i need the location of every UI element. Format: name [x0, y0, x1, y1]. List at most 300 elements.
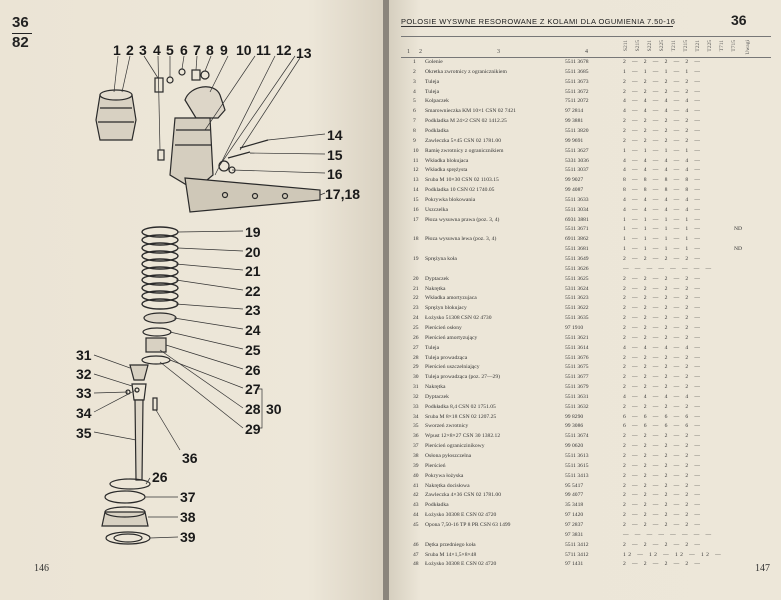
- part-name: Pokrywka blokowania: [425, 196, 476, 203]
- part-number: 27: [413, 344, 419, 351]
- part-1-sleeve: [96, 95, 136, 140]
- table-row: [389, 383, 781, 392]
- part-code: 99 4087: [565, 187, 584, 194]
- part-name: Sprężyn blokujacy: [425, 305, 467, 312]
- part-number: 7: [413, 118, 416, 125]
- callout-26: 26: [245, 362, 261, 378]
- callout-12: 12: [276, 42, 292, 58]
- callout-5: 5: [166, 42, 174, 58]
- part-quantities: 2 — 2 — 2 — 2 —: [623, 453, 703, 459]
- callout-37: 37: [180, 489, 196, 505]
- table-row: [389, 157, 781, 166]
- part-quantities: 2 — 2 — 2 — 2 —: [623, 137, 703, 144]
- part-code: 5511 3677: [565, 374, 589, 381]
- part-number: 11: [413, 157, 419, 164]
- part-quantities: — — — — — — — —: [623, 265, 714, 272]
- part-name: Kolpaczek: [425, 98, 449, 105]
- part-number: 35: [413, 423, 419, 430]
- part-name: Płoza wysuwna prawa (poz. 3, 4): [425, 216, 500, 223]
- part-quantities: 2 — 2 — 2 — 2 —: [623, 285, 703, 292]
- callout-25: 25: [245, 342, 261, 358]
- callout-21: 21: [245, 263, 261, 279]
- part-code: 5511 3675: [565, 364, 589, 371]
- part-code: 5711 3412: [565, 551, 589, 558]
- part-name: Ramię zwrotnicy z ogranicznikiem: [425, 147, 504, 154]
- part-number: 14: [413, 187, 419, 194]
- table-row: [389, 304, 781, 313]
- part-quantities: 2 — 2 — 2 — 2 —: [623, 561, 703, 568]
- table-row: [389, 452, 781, 461]
- table-row: [389, 393, 781, 402]
- part-code: 35 3418: [565, 502, 584, 509]
- table-row: [389, 58, 781, 67]
- part-quantities: 6 — 6 — 6 — 6 —: [623, 423, 703, 430]
- page-number-right: 147: [755, 563, 770, 574]
- callout-22: 22: [245, 283, 261, 299]
- part-code: 5511 3623: [565, 295, 589, 302]
- part-quantities: 4 — 4 — 4 — 4 —: [623, 108, 703, 115]
- callout-13: 13: [296, 45, 312, 61]
- page-number-left: 146: [34, 563, 49, 574]
- part-number: 38: [413, 453, 419, 459]
- table-row: [389, 442, 781, 451]
- part-number: 30: [413, 374, 419, 381]
- part-quantities: 2 — 2 — 2 — 2 —: [623, 334, 703, 341]
- part-code: 97 2814: [565, 108, 584, 115]
- part-code: 5511 3413: [565, 472, 589, 479]
- part-number: 26: [413, 334, 419, 341]
- part-code: 5511 3678: [565, 59, 589, 65]
- part-name: Sworzeń zwrotnicy: [425, 423, 469, 430]
- callout-8: 8: [206, 42, 214, 58]
- part-number: 48: [413, 561, 419, 568]
- part-quantities: 1 — 1 — 1 — 1 —: [623, 236, 703, 243]
- part-number: 13: [413, 177, 419, 184]
- table-row: [389, 176, 781, 185]
- part-name: Opona 7,50-16 TP 8 PR CSN 63 1499: [425, 521, 511, 528]
- table-row: [389, 482, 781, 491]
- table-row: [389, 235, 781, 244]
- callout-17-18: 17,18: [325, 186, 361, 202]
- table-row: [389, 501, 781, 510]
- callout-35: 35: [76, 425, 92, 441]
- part-code: 5511 3633: [565, 196, 589, 203]
- part-number: 1: [413, 59, 416, 65]
- callout-14: 14: [327, 127, 343, 143]
- left-page: [0, 0, 385, 600]
- part-number: 24: [413, 315, 419, 322]
- table-row: [389, 363, 781, 372]
- table-row: [389, 560, 781, 569]
- part-quantities: 1 — 1 — 1 — 1 —: [623, 226, 703, 233]
- callout-15: 15: [327, 147, 343, 163]
- part-name: Wpust 12×8×27 CSN 30 1382.12: [425, 433, 501, 440]
- part-code: 99 4077: [565, 492, 584, 499]
- table-row: [389, 255, 781, 264]
- part-code: 97 1431: [565, 561, 584, 568]
- part-code: 5511 3820: [565, 127, 589, 134]
- callout-19: 19: [245, 224, 261, 240]
- part-quantities: 2 — 2 — 2 — 2 —: [623, 88, 703, 95]
- part-name: Zawleczka 5×45 CSN 02 1781.00: [425, 137, 502, 144]
- part-number: 18: [413, 236, 419, 243]
- table-row: [389, 551, 781, 560]
- part-number: 5: [413, 98, 416, 105]
- part-quantities: 2 — 2 — 2 — 2 —: [623, 275, 703, 282]
- part-code: 5331 3036: [565, 157, 589, 164]
- table-row: [389, 147, 781, 156]
- part-number: 39: [413, 462, 419, 469]
- callout-33: 33: [76, 385, 92, 401]
- part-name: Łożysko 30308 E CSN 02 4720: [425, 512, 497, 519]
- part-quantities: 4 — 4 — 4 — 4 —: [623, 393, 703, 400]
- part-name: Pierścień amortyzujący: [425, 334, 478, 341]
- part-number: 33: [413, 403, 419, 410]
- table-row: [389, 206, 781, 215]
- table-row: [389, 334, 781, 343]
- part-code: 5511 3685: [565, 68, 589, 75]
- callout-1: 1: [113, 42, 121, 58]
- model-col-5: T211: [671, 40, 677, 52]
- part-code: 97 2837: [565, 521, 584, 528]
- table-row: [389, 511, 781, 520]
- table-row: [389, 354, 781, 363]
- part-name: Pokrywa łożyska: [425, 472, 464, 479]
- part-quantities: 2 — 2 — 2 — 2 —: [623, 521, 703, 528]
- part-code: 5511 3672: [565, 88, 589, 95]
- part-name: Zawleczka 4×36 CSN 02 1781.00: [425, 492, 502, 499]
- callout-28: 28: [245, 401, 261, 417]
- part-quantities: 2 — 2 — 2 — 2 —: [623, 384, 703, 391]
- part-quantities: 4 — 4 — 4 — 4 —: [623, 157, 703, 164]
- part-number: 21: [413, 285, 419, 292]
- part-name: Tuleja prowadząca: [425, 354, 468, 361]
- part-number: 36: [413, 433, 419, 440]
- part-quantities: 4 — 4 — 4 — 4 —: [623, 196, 703, 203]
- part-quantities: 4 — 4 — 4 — 4 —: [623, 98, 703, 105]
- table-row: [389, 294, 781, 303]
- part-number: 43: [413, 502, 419, 509]
- part-code: 5511 3627: [565, 147, 589, 154]
- callout-11: 11: [256, 42, 271, 58]
- part-code: 5511 3632: [565, 403, 589, 410]
- parts-list-title: POLOSIE WYSWNE RESOROWANE Z KOLAMI DLA OGUMIENIA 7.50-16: [401, 17, 676, 26]
- model-col-3: S221: [647, 40, 653, 52]
- part-name: Wkładka blokujaca: [425, 157, 469, 164]
- part-number: 34: [413, 413, 419, 420]
- part-code: 5511 3679: [565, 384, 589, 391]
- section-number-right: 36: [731, 12, 747, 28]
- part-code: 5511 3626: [565, 265, 589, 272]
- table-row: [389, 225, 781, 234]
- part-quantities: 2 — 2 — 2 — 2 —: [623, 315, 703, 322]
- table-row: [389, 265, 781, 274]
- callout-29: 29: [245, 421, 261, 437]
- part-name: Podkladka: [425, 127, 449, 134]
- part-code: 5511 3674: [565, 433, 589, 440]
- part-number: 32: [413, 393, 419, 400]
- part-name: Nakrętka: [425, 384, 446, 391]
- part-name: Dyptaczek: [425, 393, 449, 400]
- callout-10: 10: [236, 42, 252, 58]
- part-quantities: 2 — 2 — 2 — 2 —: [623, 354, 703, 361]
- part-name: Wkładka sprężysta: [425, 167, 468, 174]
- part-number: 31: [413, 384, 419, 391]
- part-number: 6: [413, 108, 416, 115]
- part-name: Nakrętka docisłowa: [425, 482, 470, 489]
- model-col-2: S215: [635, 40, 641, 52]
- table-row: [389, 245, 781, 254]
- part-number: 37: [413, 443, 419, 450]
- part-code: 97 3831: [565, 531, 584, 538]
- table-row: [389, 373, 781, 382]
- table-row: [389, 196, 781, 205]
- part-quantities: 2 — 2 — 2 — 2 —: [623, 502, 703, 509]
- callout-39: 39: [180, 529, 196, 545]
- part-number: 10: [413, 147, 419, 154]
- part-name: Sruba M 10×30 CSN 02 1103.15: [425, 177, 499, 184]
- part-name: Łożysko 30308 E CSN 02 4720: [425, 561, 497, 568]
- part-name: Tuleja prowadząca (poz. 27—29): [425, 374, 500, 381]
- callout-3: 3: [139, 42, 147, 58]
- callout-23: 23: [245, 302, 261, 318]
- part-code: 99 3086: [565, 423, 584, 430]
- part-name: Tuleja: [425, 78, 440, 85]
- callout-16: 16: [327, 166, 343, 182]
- part-number: 9: [413, 137, 416, 144]
- part-name: Dętka przedniego koła: [425, 541, 476, 548]
- part-name: Smarownieczka KM 10×1 CSN 02 7421: [425, 108, 516, 115]
- part-quantities: 2 — 2 — 2 — 2 —: [623, 78, 703, 85]
- model-col-9: T711: [719, 40, 725, 52]
- model-col-10: T715: [731, 40, 737, 52]
- callout-7: 7: [193, 42, 201, 58]
- callout-30: 30: [266, 401, 282, 417]
- part-number: 46: [413, 541, 419, 548]
- part-quantities: 2 — 2 — 2 — 2 —: [623, 364, 703, 371]
- part-code: 99 9691: [565, 137, 584, 144]
- part-quantities: 2 — 2 — 2 — 2 —: [623, 462, 703, 469]
- part-code: 7511 2072: [565, 98, 589, 105]
- part-name: Uszczelka: [425, 206, 448, 213]
- part-number: 42: [413, 492, 419, 499]
- part-code: 99 0620: [565, 443, 584, 450]
- part-code: 5511 3613: [565, 453, 589, 459]
- table-row: [389, 107, 781, 116]
- table-row: [389, 344, 781, 353]
- part-quantities: 2 — 2 — 2 — 2 —: [623, 472, 703, 479]
- table-row: [389, 314, 781, 323]
- part-quantities: 8 — 8 — 8 — 8 —: [623, 187, 703, 194]
- part-number: 23: [413, 305, 419, 312]
- table-row: [389, 97, 781, 106]
- table-row: [389, 491, 781, 500]
- table-row: [389, 285, 781, 294]
- section-number: 36: [12, 14, 29, 31]
- col-1: 1: [407, 49, 410, 55]
- part-code: 5511 3681: [565, 246, 589, 253]
- part-quantities: 1 — 1 — 1 — 1 —: [623, 147, 703, 154]
- callout-34: 34: [76, 405, 92, 421]
- table-row: [389, 541, 781, 550]
- callout-4: 4: [153, 42, 161, 58]
- part-quantities: 1 — 1 — 1 — 1 —: [623, 216, 703, 223]
- part-code: 99 8290: [565, 413, 584, 420]
- part-quantities: 1 — 1 — 1 — 1 —: [623, 68, 703, 75]
- table-row: [389, 166, 781, 175]
- callout-6: 6: [180, 42, 188, 58]
- part-code: 5511 3631: [565, 393, 589, 400]
- part-quantities: 8 — 8 — 8 — 8 —: [623, 177, 703, 184]
- part-code: 97 1910: [565, 324, 584, 331]
- callout-2: 2: [126, 42, 134, 58]
- part-code: 5511 3621: [565, 334, 589, 341]
- part-code: 5511 3649: [565, 256, 589, 262]
- table-row: [389, 127, 781, 136]
- table-row: [389, 186, 781, 195]
- part-quantities: 2 — 2 — 2 — 2 —: [623, 433, 703, 440]
- part-number: 19: [413, 256, 419, 262]
- table-row: [389, 117, 781, 126]
- part-code: 5511 3635: [565, 315, 589, 322]
- table-row: [389, 413, 781, 422]
- part-name: Łożysko 51308 CSN 02 4730: [425, 315, 492, 322]
- part-number: 8: [413, 127, 416, 134]
- col-2: 2: [419, 49, 422, 55]
- part-name: Podkladka 10 CSN 02 1740.05: [425, 187, 495, 194]
- part-number: 2: [413, 68, 416, 75]
- part-quantities: 2 — 2 — 2 — 2 —: [623, 324, 703, 331]
- part-number: 22: [413, 295, 419, 302]
- part-name: Podkładka: [425, 502, 449, 509]
- part-number: 15: [413, 196, 419, 203]
- part-quantities: 2 — 2 — 2 — 2 —: [623, 403, 703, 410]
- part-number: 28: [413, 354, 419, 361]
- part-name: Tuleja: [425, 344, 440, 351]
- table-row: [389, 531, 781, 540]
- part-code: 99 9027: [565, 177, 584, 184]
- callout-36: 36: [182, 450, 198, 466]
- table-row: [389, 68, 781, 77]
- part-code: 95 5417: [565, 482, 584, 489]
- part-quantities: — — — — — — — —: [623, 531, 714, 538]
- callout-38: 38: [180, 509, 196, 525]
- part-quantities: 2 — 2 — 2 — 2 —: [623, 305, 703, 312]
- table-row: [389, 275, 781, 284]
- table-row: [389, 324, 781, 333]
- callout-9: 9: [220, 42, 228, 58]
- model-col-7: T221: [695, 40, 701, 52]
- part-number: 41: [413, 482, 419, 489]
- part-name: Nakrętka: [425, 285, 446, 292]
- table-row: [389, 216, 781, 225]
- part-name: Sprężyna koła: [425, 256, 457, 262]
- table-row: [389, 78, 781, 87]
- callout-26-lower: 26: [152, 469, 168, 485]
- part-quantities: 2 — 2 — 2 — 2 —: [623, 374, 703, 381]
- part-name: Golenie: [425, 59, 443, 65]
- part-name: Podkładka 8,4 CSN 02 1751.05: [425, 403, 496, 410]
- figure-number: 82: [12, 34, 29, 51]
- part-number: 16: [413, 206, 419, 213]
- model-col-8: T225: [707, 40, 713, 52]
- callout-24: 24: [245, 322, 261, 338]
- part-quantities: 2 — 2 — 2 — 2 —: [623, 482, 703, 489]
- part-number: 3: [413, 78, 416, 85]
- part-code: 6911 3862: [565, 236, 589, 243]
- part-quantities: 4 — 4 — 4 — 4 —: [623, 344, 703, 351]
- title-underline: [401, 26, 673, 27]
- part-quantities: 2 — 2 — 2 — 2 —: [623, 295, 703, 302]
- part-code: 5511 3034: [565, 206, 589, 213]
- part-quantities: 2 — 2 — 2 — 2 —: [623, 127, 703, 134]
- table-row: [389, 472, 781, 481]
- part-quantities: 2 — 2 — 2 — 2 —: [623, 492, 703, 499]
- callout-20: 20: [245, 244, 261, 260]
- header-rule-top: [401, 36, 771, 37]
- part-name: Okretka zwrotnicy z ogranicznikiem: [425, 68, 507, 75]
- table-row: [389, 422, 781, 431]
- part-number: 4: [413, 88, 416, 95]
- callout-31: 31: [76, 347, 92, 363]
- part-name: Pierścień uszczelniający: [425, 364, 480, 371]
- model-col-notes: Uwagi: [745, 40, 751, 55]
- part-quantities: 4 — 4 — 4 — 4 —: [623, 206, 703, 213]
- part-name: Sruba M 8×18 CSN 02 1207.25: [425, 413, 497, 420]
- part-number: 12: [413, 167, 419, 174]
- part-name: Sruba M 14×1,5×8×48: [425, 551, 477, 558]
- table-row: [389, 462, 781, 471]
- part-quantities: 2 — 2 — 2 — 2 —: [623, 256, 703, 262]
- part-quantities: 2 — 2 — 2 — 2 —: [623, 59, 703, 65]
- part-number: 20: [413, 275, 419, 282]
- part-quantities: 2 — 2 — 2 — 2 —: [623, 443, 703, 450]
- col-3: 3: [497, 49, 500, 55]
- part-name: Dyptaczek: [425, 275, 449, 282]
- model-col-1: S211: [623, 40, 629, 52]
- part-note: ND: [734, 246, 743, 253]
- part-name: Osłona pyłoszczelna: [425, 453, 472, 459]
- table-row: [389, 137, 781, 146]
- part-number: 25: [413, 324, 419, 331]
- part-name: Pierścień: [425, 462, 446, 469]
- model-col-6: T215: [683, 40, 689, 52]
- part-number: 17: [413, 216, 419, 223]
- part-code: 6931 3881: [565, 216, 589, 223]
- callout-32: 32: [76, 366, 92, 382]
- part-code: 99 3881: [565, 118, 584, 125]
- col-4: 4: [585, 49, 588, 55]
- part-code: 5511 3615: [565, 462, 589, 469]
- table-row: [389, 432, 781, 441]
- part-name: Wkładka amortyzujaca: [425, 295, 477, 302]
- table-row: [389, 88, 781, 97]
- right-page: [389, 0, 781, 600]
- part-quantities: 2 — 2 — 2 — 2 —: [623, 118, 703, 125]
- part-code: 5311 3624: [565, 285, 589, 292]
- part-name: Podkladka M 24×2 CSN 02 1412.25: [425, 118, 507, 125]
- part-name: Tuleja: [425, 88, 440, 95]
- callout-27: 27: [245, 381, 261, 397]
- part-quantities: 4 — 4 — 4 — 4 —: [623, 167, 703, 174]
- part-quantities: 2 — 2 — 2 — 2 —: [623, 512, 703, 519]
- part-quantities: 2 — 2 — 2 — 2 —: [623, 541, 703, 548]
- part-code: 5511 3622: [565, 305, 589, 312]
- table-row: [389, 521, 781, 530]
- part-note: ND: [734, 226, 743, 233]
- part-number: 44: [413, 512, 419, 519]
- part-quantities: 12 — 12 — 12 — 12 —: [623, 551, 724, 558]
